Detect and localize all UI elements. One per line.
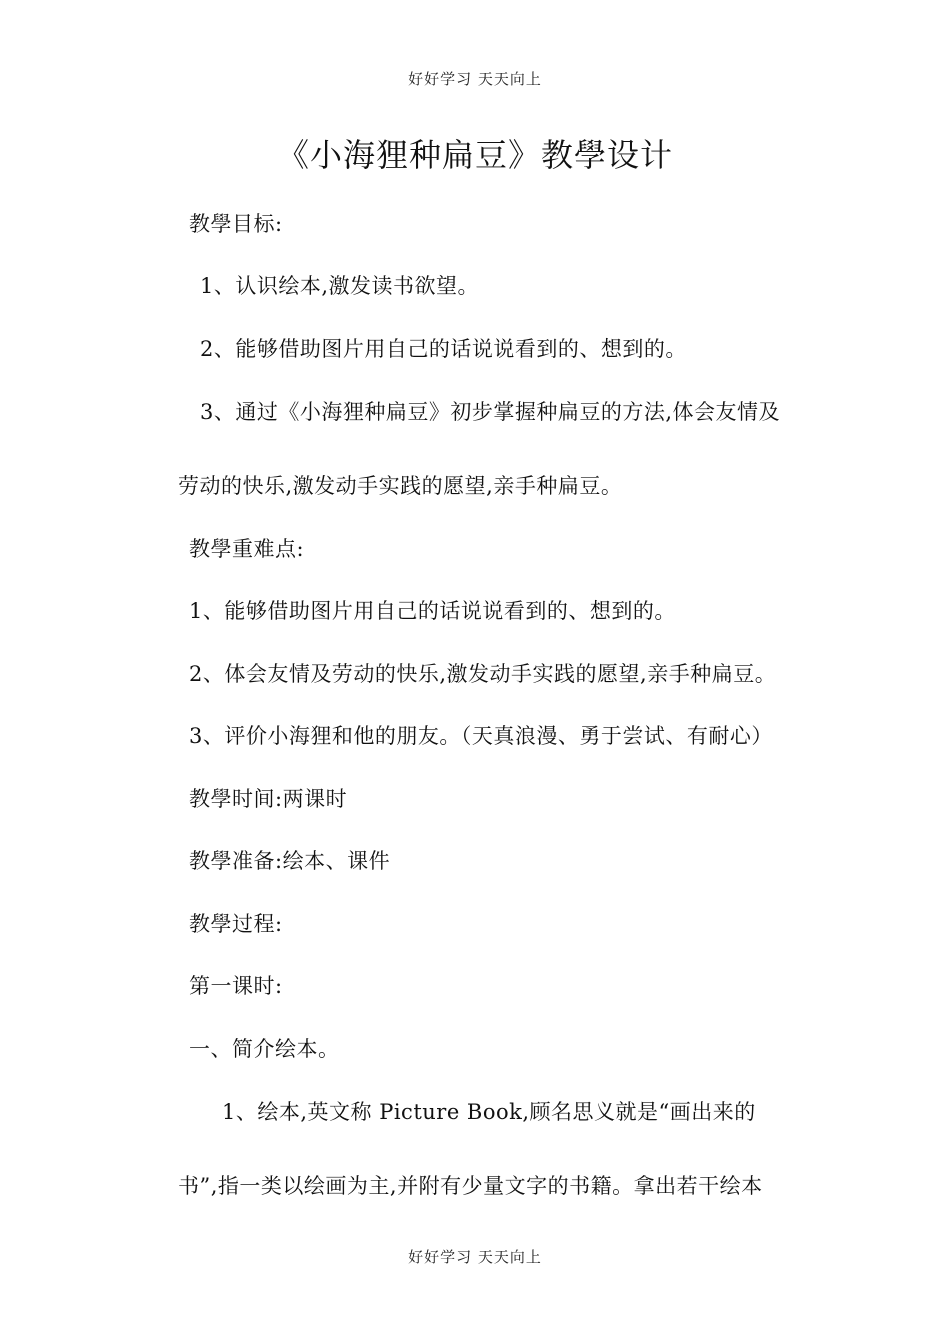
key-point-item-2: 2、体会友情及劳动的快乐,激发动手实践的愿望,亲手种扁豆。 [189, 662, 777, 686]
section-heading-key-points: 教學重难点: [189, 537, 305, 561]
body-paragraph-line-2: 书”,指一类以绘画为主,并附有少量文字的书籍。拿出若干绘本 [178, 1174, 763, 1198]
page-footer: 好好学习 天天向上 [408, 1248, 542, 1266]
teaching-time: 教學时间:两课时 [189, 787, 348, 811]
objective-item-3-continued: 劳动的快乐,激发动手实践的愿望,亲手种扁豆。 [178, 474, 623, 498]
objective-item-3: 3、通过《小海狸种扁豆》初步掌握种扁豆的方法,体会友情及 [200, 400, 781, 424]
section-heading-process: 教學过程: [189, 912, 283, 936]
key-point-item-1: 1、能够借助图片用自己的话说说看到的、想到的。 [189, 599, 676, 623]
document-title: 《小海狸种扁豆》教學设计 [276, 136, 673, 174]
teaching-preparation: 教學准备:绘本、课件 [189, 849, 391, 873]
objective-item-2: 2、能够借助图片用自己的话说说看到的、想到的。 [200, 337, 687, 361]
body-paragraph-line-1: 1、绘本,英文称 Picture Book,顾名思义就是“画出来的 [222, 1100, 756, 1124]
key-point-item-3: 3、评价小海狸和他的朋友。（天真浪漫、勇于尝试、有耐心） [189, 724, 773, 748]
objective-item-1: 1、认识绘本,激发读书欲望。 [200, 274, 480, 298]
section-heading-objectives: 教學目标: [189, 212, 283, 236]
first-lesson-heading: 第一课时: [189, 974, 283, 998]
page-header: 好好学习 天天向上 [408, 70, 542, 88]
step-one-heading: 一、简介绘本。 [189, 1037, 340, 1061]
